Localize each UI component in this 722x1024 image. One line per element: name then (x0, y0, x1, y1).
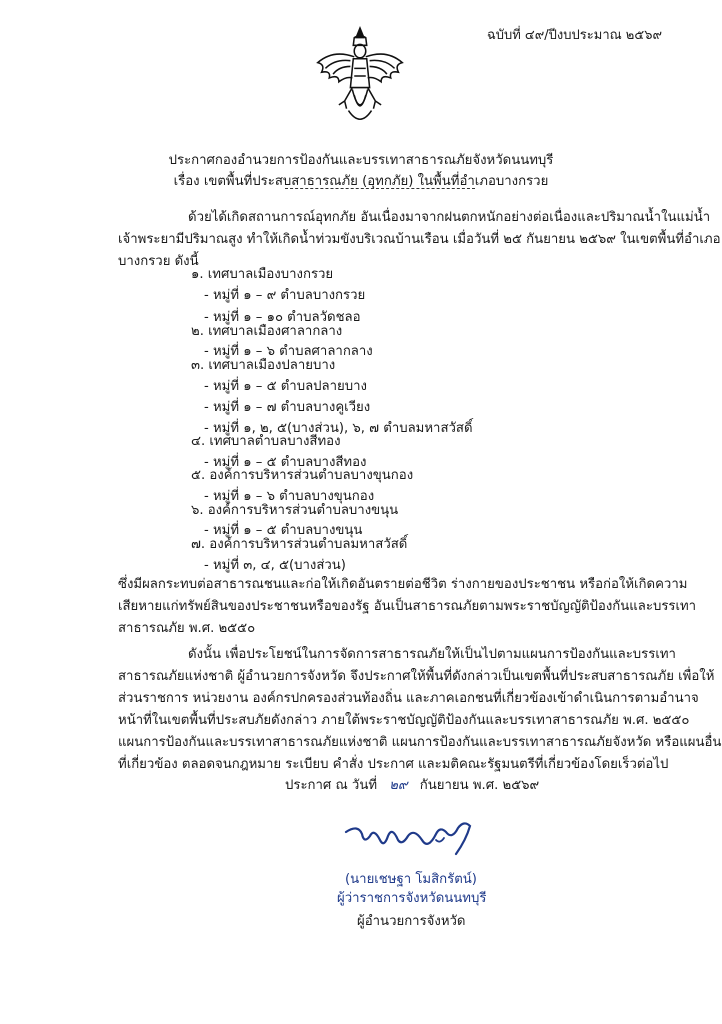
conclusion-line: ส่วนราชการ หน่วยงาน องค์กรปกครองส่วนท้องถิ่น และภาคเอกชนที่เกี่ยวข้องเข้าดำเนินการตามอำนาจ (118, 691, 699, 706)
area-title: ๔. เทศบาลตำบลบางสีทอง (191, 434, 341, 449)
announce-suffix: กันยายน พ.ศ. ๒๕๖๙ (419, 778, 540, 793)
signer-role: ผู้อำนวยการจังหวัด (357, 914, 466, 929)
conclusion-line: ดังนั้น เพื่อประโยชน์ในการจัดการสาธารณภัยให้เป็นไปตามแผนการป้องกันและบรรเทา (188, 647, 676, 662)
signer-position: ผู้ว่าราชการจังหวัดนนทบุรี (337, 891, 487, 906)
area-title: ๑. เทศบาลเมืองบางกรวย (191, 267, 334, 282)
intro-line: ด้วยได้เกิดสถานการณ์อุทกภัย อันเนื่องมาจากฝนตกหนักอย่างต่อเนื่องและปริมาณน้ำในแม่น้ำ (188, 210, 711, 225)
announce-prefix: ประกาศ ณ วันที่ (285, 778, 378, 793)
effect-line: ซึ่งมีผลกระทบต่อสาธารณชนและก่อให้เกิดอันตรายต่อชีวิต ร่างกายของประชาชน หรือก่อให้เกิดความ (118, 577, 688, 592)
announce-day: ๒๙ (389, 778, 408, 793)
conclusion-line: หน้าที่ในเขตพื้นที่ประสบภัยดังกล่าว ภายใต้พระราชบัญญัติป้องกันและบรรเทาสาธารณภัย พ.ศ. ๒๕๕๐ (118, 713, 690, 728)
garuda-emblem-icon (312, 22, 408, 132)
area-item: - หมู่ที่ ๑ – ๑๐ ตำบลวัดชลอ (204, 310, 361, 325)
handwritten-signature (340, 810, 490, 868)
area-title: ๓. เทศบาลเมืองปลายบาง (191, 358, 336, 373)
area-item: - หมู่ที่ ๑ – ๕ ตำบลบางขนุน (204, 523, 363, 538)
area-title: ๒. เทศบาลเมืองศาลากลาง (191, 324, 343, 339)
area-title: ๖. องค์การบริหารส่วนตำบลบางขนุน (191, 503, 399, 518)
announce-date (285, 777, 539, 794)
area-item: - หมู่ที่ ๑ – ๕ ตำบลปลายบาง (204, 379, 367, 394)
area-item: - หมู่ที่ ๑ – ๕ ตำบลบางสีทอง (204, 455, 367, 470)
effect-line: เสียหายแก่ทรัพย์สินของประชาชนหรือของรัฐ อันเป็นสาธารณภัยตามพระราชบัญญัติป้องกันและบรรเทา (118, 599, 697, 614)
area-item: - หมู่ที่ ๑, ๒, ๕(บางส่วน), ๖, ๗ ตำบลมหาสวัสดิ์ (204, 421, 473, 436)
effect-line: สาธารณภัย พ.ศ. ๒๕๕๐ (118, 621, 256, 636)
area-item: - หมู่ที่ ๓, ๔, ๕(บางส่วน) (204, 558, 346, 573)
area-item: - หมู่ที่ ๑ – ๖ ตำบลศาลากลาง (204, 344, 373, 359)
signer-name: (นายเชษฐา โมสิกรัตน์) (345, 872, 477, 887)
area-title: ๕. องค์การบริหารส่วนตำบลบางขุนกอง (191, 468, 414, 483)
intro-line: เจ้าพระยามีปริมาณสูง ทำให้เกิดน้ำท่วมขังบริเวณบ้านเรือน เมื่อวันที่ ๒๕ กันยายน ๒๕๖๙ ในเขตพื้นที่อำเภอ (118, 232, 721, 247)
area-item: - หมู่ที่ ๑ – ๙ ตำบลบางกรวย (204, 288, 366, 303)
area-item: - หมู่ที่ ๑ – ๖ ตำบลบางขุนกอง (204, 489, 375, 504)
conclusion-line: ที่เกี่ยวข้อง ตลอดจนกฎหมาย ระเบียบ คำสั่ง ประกาศ และมติคณะรัฐมนตรีที่เกี่ยวข้องโดยเร็วต่อไป (118, 757, 669, 772)
conclusion-line: สาธารณภัยแห่งชาติ ผู้อำนวยการจังหวัด จึงประกาศให้พื้นที่ดังกล่าวเป็นเขตพื้นที่ประสบสาธารณภัย เพื่อให้ (118, 669, 715, 684)
area-item: - หมู่ที่ ๑ – ๗ ตำบลบางคูเวียง (204, 400, 371, 415)
conclusion-line: แผนการป้องกันและบรรเทาสาธารณภัยแห่งชาติ แผนการป้องกันและบรรเทาสาธารณภัยจังหวัด หรือแผนอื่น (118, 735, 722, 750)
intro-line: บางกรวย ดังนี้ (118, 254, 199, 269)
announcement-title: ประกาศกองอำนวยการป้องกันและบรรเทาสาธารณภัยจังหวัดนนทบุรี (168, 153, 554, 168)
area-title: ๗. องค์การบริหารส่วนตำบลมหาสวัสดิ์ (191, 537, 408, 552)
header-divider (285, 188, 475, 189)
reference-number: ฉบับที่ ๔๙/ปีงบประมาณ ๒๕๖๙ (486, 28, 662, 43)
announcement-subject: เรื่อง เขตพื้นที่ประสบสาธารณภัย (อุทกภัย) ในพื้นที่อำเภอบางกรวย (173, 174, 549, 189)
